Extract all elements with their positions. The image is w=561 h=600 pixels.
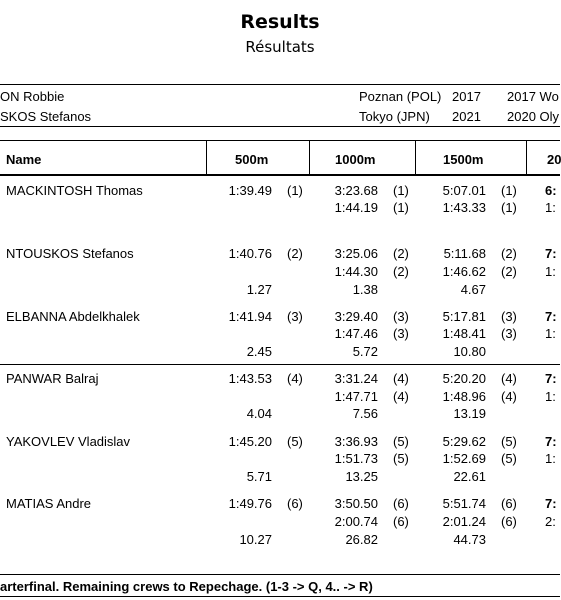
rank-1000m: (3) <box>393 309 409 324</box>
split-rank-1000m: (6) <box>393 514 409 529</box>
diff-1500m: 22.61 <box>453 469 486 484</box>
footer-top-rule <box>0 574 560 575</box>
rank-1500m: (1) <box>501 183 517 198</box>
time-500m: 1:40.76 <box>228 246 272 261</box>
diff-1000m: 5.72 <box>352 344 378 359</box>
diff-1000m: 1.38 <box>352 282 378 297</box>
rank-500m: (3) <box>287 309 303 324</box>
record-location-1: Poznan (POL) <box>359 89 442 104</box>
split-1000m: 1:44.30 <box>334 264 378 279</box>
split-2000m: 1: <box>545 451 556 466</box>
time-1500m: 5:07.01 <box>442 183 486 198</box>
diff-1000m: 26.82 <box>345 532 378 547</box>
athlete-name: YAKOVLEV Vladislav <box>6 434 131 449</box>
record-label-1: 2017 Wo <box>507 89 559 104</box>
time-1500m: 5:17.81 <box>442 309 486 324</box>
time-500m: 1:39.49 <box>228 183 272 198</box>
split-rank-1500m: (5) <box>501 451 517 466</box>
record-year-1: 2017 <box>452 89 481 104</box>
diff-1500m: 10.80 <box>453 344 486 359</box>
rank-1000m: (2) <box>393 246 409 261</box>
rank-500m: (6) <box>287 496 303 511</box>
split-1500m: 2:01.24 <box>442 514 486 529</box>
col-header-500m: 500m <box>235 152 269 167</box>
time-500m: 1:43.53 <box>228 371 272 386</box>
split-rank-1000m: (5) <box>393 451 409 466</box>
time-1000m: 3:25.06 <box>334 246 378 261</box>
split-rank-1000m: (3) <box>393 326 409 341</box>
rank-1500m: (4) <box>501 371 517 386</box>
athlete-name: MATIAS Andre <box>6 496 92 511</box>
time-1000m: 3:23.68 <box>334 183 378 198</box>
record-label-2: 2020 Oly <box>507 109 560 124</box>
time-1500m: 5:20.20 <box>442 371 486 386</box>
rank-500m: (5) <box>287 434 303 449</box>
diff-500m: 2.45 <box>246 344 272 359</box>
diff-500m: 5.71 <box>246 469 272 484</box>
rank-1500m: (5) <box>501 434 517 449</box>
time-2000m: 7: <box>545 246 557 261</box>
time-2000m: 6: <box>545 183 557 198</box>
col-sep-1 <box>206 140 207 174</box>
time-2000m: 7: <box>545 371 557 386</box>
time-1000m: 3:36.93 <box>334 434 378 449</box>
col-sep-2 <box>309 140 310 174</box>
footer-bottom-rule <box>0 596 560 597</box>
diff-1500m: 13.19 <box>453 406 486 421</box>
rank-1000m: (6) <box>393 496 409 511</box>
split-rank-1500m: (4) <box>501 389 517 404</box>
col-header-name: Name <box>6 152 42 167</box>
qualification-divider <box>0 364 560 365</box>
rank-1000m: (4) <box>393 371 409 386</box>
record-location-2: Tokyo (JPN) <box>359 109 430 124</box>
time-1000m: 3:31.24 <box>334 371 378 386</box>
rank-1000m: (1) <box>393 183 409 198</box>
table-header-top-rule <box>0 140 560 141</box>
col-sep-3 <box>415 140 416 174</box>
time-500m: 1:49.76 <box>228 496 272 511</box>
col-header-1500m: 1500m <box>443 152 484 167</box>
page-subtitle: Résultats <box>245 38 315 56</box>
time-2000m: 7: <box>545 309 557 324</box>
time-1500m: 5:29.62 <box>442 434 486 449</box>
split-1000m: 2:00.74 <box>334 514 378 529</box>
table-header-bottom-rule <box>0 174 560 176</box>
rank-1000m: (5) <box>393 434 409 449</box>
time-1500m: 5:51.74 <box>442 496 486 511</box>
athlete-name: PANWAR Balraj <box>6 371 99 386</box>
time-1000m: 3:50.50 <box>334 496 378 511</box>
split-2000m: 2: <box>545 514 556 529</box>
diff-1500m: 4.67 <box>460 282 486 297</box>
rank-500m: (4) <box>287 371 303 386</box>
rank-1500m: (3) <box>501 309 517 324</box>
athlete-name: NTOUSKOS Stefanos <box>6 246 134 261</box>
diff-500m: 10.27 <box>239 532 272 547</box>
record-name-1: ON Robbie <box>0 89 65 104</box>
col-header-1000m: 1000m <box>335 152 376 167</box>
rank-1500m: (6) <box>501 496 517 511</box>
split-rank-1500m: (6) <box>501 514 517 529</box>
diff-500m: 1.27 <box>246 282 272 297</box>
record-name-2: SKOS Stefanos <box>0 109 92 124</box>
split-rank-1500m: (3) <box>501 326 517 341</box>
split-rank-1500m: (2) <box>501 264 517 279</box>
time-2000m: 7: <box>545 496 557 511</box>
record-top-rule <box>0 84 560 85</box>
split-1500m: 1:46.62 <box>442 264 486 279</box>
split-rank-1000m: (2) <box>393 264 409 279</box>
split-1500m: 1:43.33 <box>442 200 486 215</box>
rank-500m: (2) <box>287 246 303 261</box>
split-rank-1000m: (1) <box>393 200 409 215</box>
split-1500m: 1:48.96 <box>442 389 486 404</box>
col-header-2000m: 20 <box>547 152 561 167</box>
record-year-2: 2021 <box>452 109 481 124</box>
time-1500m: 5:11.68 <box>443 246 486 261</box>
split-1000m: 1:44.19 <box>334 200 378 215</box>
split-1500m: 1:48.41 <box>442 326 486 341</box>
rank-1500m: (2) <box>501 246 517 261</box>
page-title: Results <box>240 11 320 33</box>
progression-note: arterfinal. Remaining crews to Repechage. (1-3 -> Q, 4.. -> R) <box>0 579 373 594</box>
split-1000m: 1:47.71 <box>334 389 378 404</box>
time-500m: 1:41.94 <box>228 309 272 324</box>
time-500m: 1:45.20 <box>228 434 272 449</box>
split-rank-1000m: (4) <box>393 389 409 404</box>
split-2000m: 1: <box>545 200 556 215</box>
diff-1000m: 13.25 <box>345 469 378 484</box>
split-1000m: 1:47.46 <box>334 326 378 341</box>
split-2000m: 1: <box>545 389 556 404</box>
rank-500m: (1) <box>287 183 303 198</box>
diff-500m: 4.04 <box>246 406 272 421</box>
record-bottom-rule <box>0 126 560 127</box>
time-2000m: 7: <box>545 434 557 449</box>
split-2000m: 1: <box>545 326 556 341</box>
split-1500m: 1:52.69 <box>442 451 486 466</box>
time-1000m: 3:29.40 <box>334 309 378 324</box>
diff-1000m: 7.56 <box>352 406 378 421</box>
athlete-name: ELBANNA Abdelkhalek <box>6 309 140 324</box>
diff-1500m: 44.73 <box>453 532 486 547</box>
split-rank-1500m: (1) <box>501 200 517 215</box>
col-sep-4 <box>526 140 527 174</box>
split-1000m: 1:51.73 <box>334 451 378 466</box>
split-2000m: 1: <box>545 264 556 279</box>
athlete-name: MACKINTOSH Thomas <box>6 183 143 198</box>
